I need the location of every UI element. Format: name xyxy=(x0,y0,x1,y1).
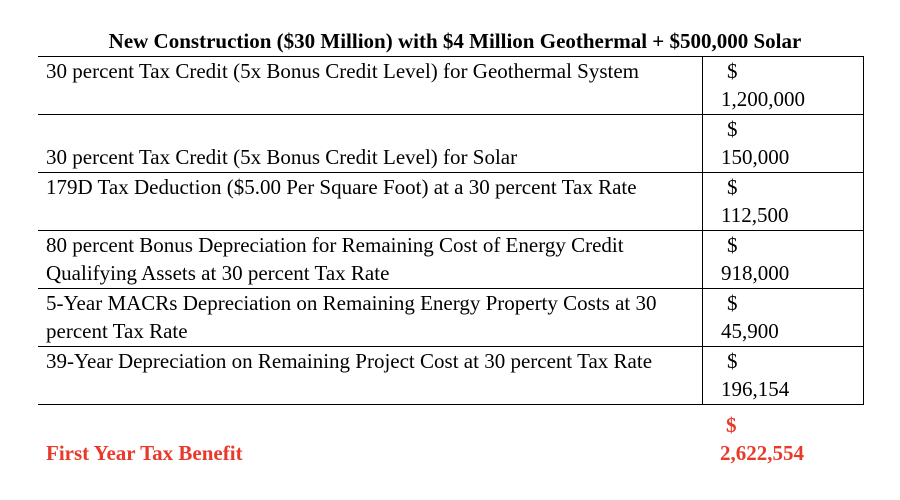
row-amount: 918,000 xyxy=(721,261,790,285)
row-description: 30 percent Tax Credit (5x Bonus Credit Level) for Solar xyxy=(46,145,518,169)
row-amount-cell xyxy=(702,115,864,172)
row-amount: 45,900 xyxy=(721,319,779,343)
currency-symbol: $ xyxy=(727,117,738,141)
currency-symbol: $ xyxy=(727,233,738,257)
currency-symbol: $ xyxy=(727,59,738,83)
row-description: 30 percent Tax Credit (5x Bonus Credit Level) for Geothermal System xyxy=(46,59,639,83)
table-row-geothermal-credit xyxy=(38,57,864,115)
row-amount: 150,000 xyxy=(721,145,790,169)
row-amount: 196,154 xyxy=(721,377,790,401)
total-amount-cell xyxy=(702,411,864,468)
currency-symbol: $ xyxy=(726,413,737,437)
total-amount: 2,622,554 xyxy=(720,441,804,465)
table-row-179d-deduction xyxy=(38,173,864,231)
table-row-macrs-depreciation xyxy=(38,289,864,347)
row-description: 80 percent Bonus Depreciation for Remaining Cost of Energy Credit Qualifying Assets at 30 percent Tax Rate xyxy=(46,233,624,285)
total-label: First Year Tax Benefit xyxy=(46,441,243,465)
currency-symbol: $ xyxy=(727,291,738,315)
row-amount-cell xyxy=(702,173,864,230)
table-title: New Construction ($30 Million) with $4 Million Geothermal + $500,000 Solar xyxy=(38,26,864,57)
table-row-solar-credit xyxy=(38,115,864,173)
row-amount: 1,200,000 xyxy=(721,87,805,111)
row-amount-cell xyxy=(702,347,864,404)
row-amount-cell xyxy=(702,289,864,346)
table-row-39-year-depreciation xyxy=(38,347,864,405)
row-amount-cell xyxy=(702,231,864,288)
row-description: 5-Year MACRs Depreciation on Remaining Energy Property Costs at 30 percent Tax Rate xyxy=(46,291,657,343)
row-description: 179D Tax Deduction ($5.00 Per Square Foot) at a 30 percent Tax Rate xyxy=(46,175,637,199)
total-row xyxy=(38,411,864,468)
currency-symbol: $ xyxy=(727,349,738,373)
currency-symbol: $ xyxy=(727,175,738,199)
row-description: 39-Year Depreciation on Remaining Project Cost at 30 percent Tax Rate xyxy=(46,349,653,373)
tax-benefit-table xyxy=(38,26,864,468)
row-amount: 112,500 xyxy=(721,203,789,227)
row-amount-cell xyxy=(702,57,864,114)
table-row-bonus-depreciation xyxy=(38,231,864,289)
